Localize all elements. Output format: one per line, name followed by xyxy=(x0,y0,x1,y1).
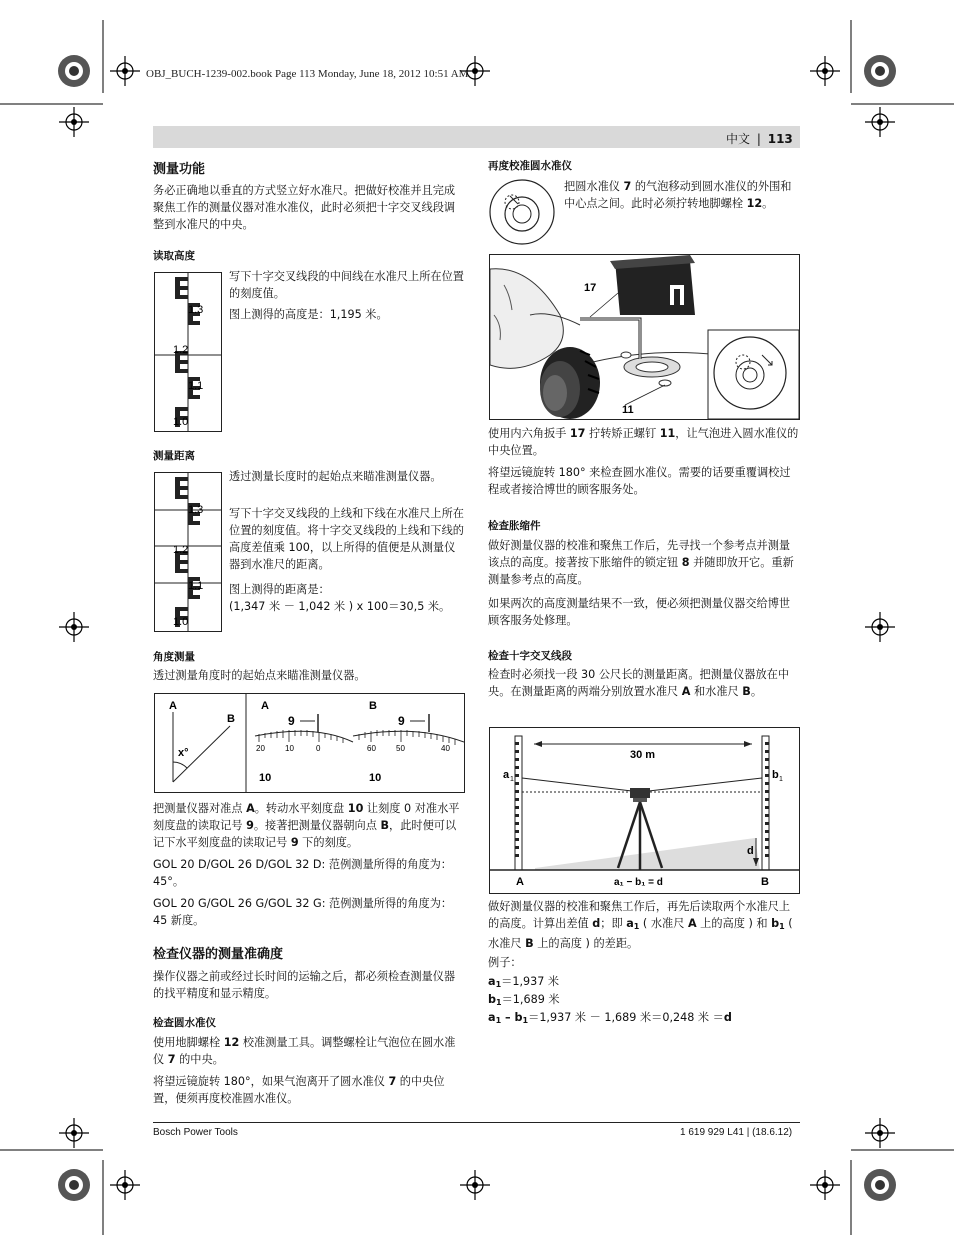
leveling-staff-figure-distance xyxy=(154,472,222,632)
compensator-paragraph-1: 做好测量仪器的校准和聚焦工作后，先寻找一个参考点并测量该点的高度。接著按下胀缩件的锁定钮 8 并随即放开它。重新测量参考点的高度。 xyxy=(488,539,794,586)
footer-right: 1 619 929 L41 | (18.6.12) xyxy=(680,1127,793,1138)
a1-label: a xyxy=(503,769,510,781)
staff-label: 1.0 xyxy=(173,616,189,628)
example-label: 例子： xyxy=(488,956,522,969)
staff-label: 1.0 xyxy=(173,416,189,428)
crosshair-paragraph-1: 检查时必须找一段 30 公尺长的测量距离。把测量仪器放在中央。在测量距离的两端分别放置水准尺 A 和水准尺 B。 xyxy=(488,668,790,698)
staff-label: 1.2 xyxy=(173,344,189,356)
staff-label: 1.1 xyxy=(188,380,204,392)
subscript: 1 xyxy=(779,776,783,783)
subsection-title-distance: 测量距离 xyxy=(153,450,195,462)
angle-fig-label: 10 xyxy=(259,772,272,784)
distance-paragraph-3: 图上测得的距离是： xyxy=(229,583,330,596)
subscript: 1 xyxy=(510,776,514,783)
recal-paragraph-3: 将望远镜旋转 180° 来检查圆水准仪。需要的话要重覆调校过程或者接洽博世的顾客服务处。 xyxy=(488,466,791,496)
b1-label: b xyxy=(772,769,779,781)
angle-paragraph-3: GOL 20 D/GOL 26 D/GOL 32 D: 范例测量所得的角度为：45°。 xyxy=(153,858,452,888)
crosshair-paragraph-2: 做好测量仪器的校准和聚焦工作后，再先后读取两个水准尺上的高度。计算出差值 d；即 a1 ( 水准尺 A 上的高度 ) 和 b1 ( 水准尺 B 上的高度 ) 的差距。 xyxy=(488,900,793,950)
staff-b-label: B xyxy=(761,876,769,888)
angle-fig-label: 9 xyxy=(288,714,295,728)
angle-fig-label: A xyxy=(261,700,269,712)
scale-number: 20 xyxy=(256,744,265,753)
angle-paragraph-4: GOL 20 G/GOL 26 G/GOL 32 G: 范例测量所得的角度为：45 新度。 xyxy=(153,897,453,927)
staff-label: 1.3 xyxy=(188,304,204,316)
recal-paragraph-2: 使用内六角扳手 17 拧转矫正螺钉 11，让气泡进入圆水准仪的中央位置。 xyxy=(488,427,799,457)
angle-paragraph-1: 透过测量角度时的起始点来瞄准测量仪器。 xyxy=(153,669,366,682)
subsection-title-crosshair: 检查十字交叉线段 xyxy=(488,650,572,662)
subsection-title-height: 读取高度 xyxy=(153,250,195,262)
section-title-measure: 测量功能 xyxy=(153,162,206,177)
scale-number: 60 xyxy=(367,744,376,753)
angle-fig-label: B xyxy=(227,713,235,725)
page-number: 113 xyxy=(767,132,793,146)
subsection-title-circle-level: 检查圆水准仪 xyxy=(153,1017,216,1029)
example-line-3: a1 – b1＝1,937 米 － 1,689 米＝0,248 米 ＝d xyxy=(488,1011,732,1025)
angle-fig-label: B xyxy=(369,700,377,712)
height-paragraph-2: 图上测得的高度是：1,195 米。 xyxy=(229,308,388,321)
measure-paragraph: 务必正确地以垂直的方式竖立好水准尺。把做好校准并且完成聚焦工作的测量仪器对准水准仪，此时必须把十字交叉线段调整到水准尺的中央。 xyxy=(153,184,456,231)
angle-paragraph-2: 把测量仪器对准点 A。转动水平刻度盘 10 让刻度 0 对准水平刻度盘的读取记号 9。接著把测量仪器朝向点 B，此时便可以记下水平刻度盘的读取记号 9 下的刻度。 xyxy=(153,802,460,849)
distance-paragraph-4: (1,347 米 － 1,042 米 ) x 100＝30,5 米。 xyxy=(229,600,451,613)
part-callout-17: 17 xyxy=(584,282,597,294)
formula-label: a₁ − b₁ = d xyxy=(614,877,663,888)
circle-paragraph-2: 将望远镜旋转 180°，如果气泡离开了圆水准仪 7 的中央位置，便须再度校准圆水准仪。 xyxy=(153,1075,445,1105)
angle-fig-label: 9 xyxy=(398,714,405,728)
header-language xyxy=(726,130,793,147)
scale-number: 0 xyxy=(316,744,321,753)
section-title-check: 检查仪器的测量准确度 xyxy=(153,947,284,962)
staff-label: 1.3 xyxy=(188,504,204,516)
recal-paragraph-1: 把圆水准仪 7 的气泡移动到圆水准仪的外围和中心点之间。此时必须拧转地脚螺栓 12。 xyxy=(564,180,792,210)
example-line-2: b1＝1,689 米 xyxy=(488,993,560,1007)
subsection-title-compensator: 检查胀缩件 xyxy=(488,520,541,532)
distance-paragraph-2: 写下十字交叉线段的上线和下线在水准尺上所在位置的刻度值。将十字交叉线段的上线和下线的高度差值乘 100，以上所得的值便是从测量仪器到水准尺的距离。 xyxy=(229,507,464,571)
footer-left: Bosch Power Tools xyxy=(153,1127,238,1138)
subsection-title-recalibrate: 再度校准圆水准仪 xyxy=(488,160,572,172)
circle-paragraph-1: 使用地脚螺栓 12 校准测量工具。调整螺栓让气泡位在圆水准仪 7 的中央。 xyxy=(153,1036,456,1066)
header-separator: | xyxy=(756,132,761,146)
angle-fig-label: A xyxy=(169,700,177,712)
compensator-paragraph-2: 如果两次的高度测量结果不一致，便必须把测量仪器交给博世顾客服务处修理。 xyxy=(488,597,791,627)
scale-number: 10 xyxy=(285,744,294,753)
subsection-title-angle: 角度测量 xyxy=(153,651,195,663)
file-info-line: OBJ_BUCH-1239-002.book Page 113 Monday, June 18, 2012 10:51 AM xyxy=(146,68,469,80)
leveling-staff-figure-height xyxy=(154,272,222,432)
distance-paragraph-1: 透过测量长度时的起始点来瞄准测量仪器。 xyxy=(229,470,442,483)
header-lang: 中文 xyxy=(726,132,751,146)
adjustment-figure xyxy=(489,254,800,420)
check-paragraph: 操作仪器之前或经过长时间的运输之后，都必须检查测量仪器的找平精度和显示精度。 xyxy=(153,970,456,1000)
footer-rule xyxy=(153,1122,800,1123)
angle-fig-label: 10 xyxy=(369,772,382,784)
angle-fig-label: x° xyxy=(178,747,189,759)
header-bar xyxy=(153,126,800,148)
staff-label: 1.1 xyxy=(188,580,204,592)
example-line-1: a1＝1,937 米 xyxy=(488,975,560,989)
scale-number: 50 xyxy=(396,744,405,753)
staff-a-label: A xyxy=(516,876,524,888)
circular-level-icon xyxy=(488,178,556,246)
crosshair-check-figure xyxy=(489,727,800,894)
part-callout-11: 11 xyxy=(622,404,634,416)
distance-label: 30 m xyxy=(630,749,656,761)
scale-number: 40 xyxy=(441,744,450,753)
height-paragraph-1: 写下十字交叉线段的中间线在水准尺上所在位置的刻度值。 xyxy=(229,270,464,300)
angle-measurement-figure xyxy=(154,693,465,793)
staff-label: 1.2 xyxy=(173,544,189,556)
d-label: d xyxy=(747,845,754,857)
